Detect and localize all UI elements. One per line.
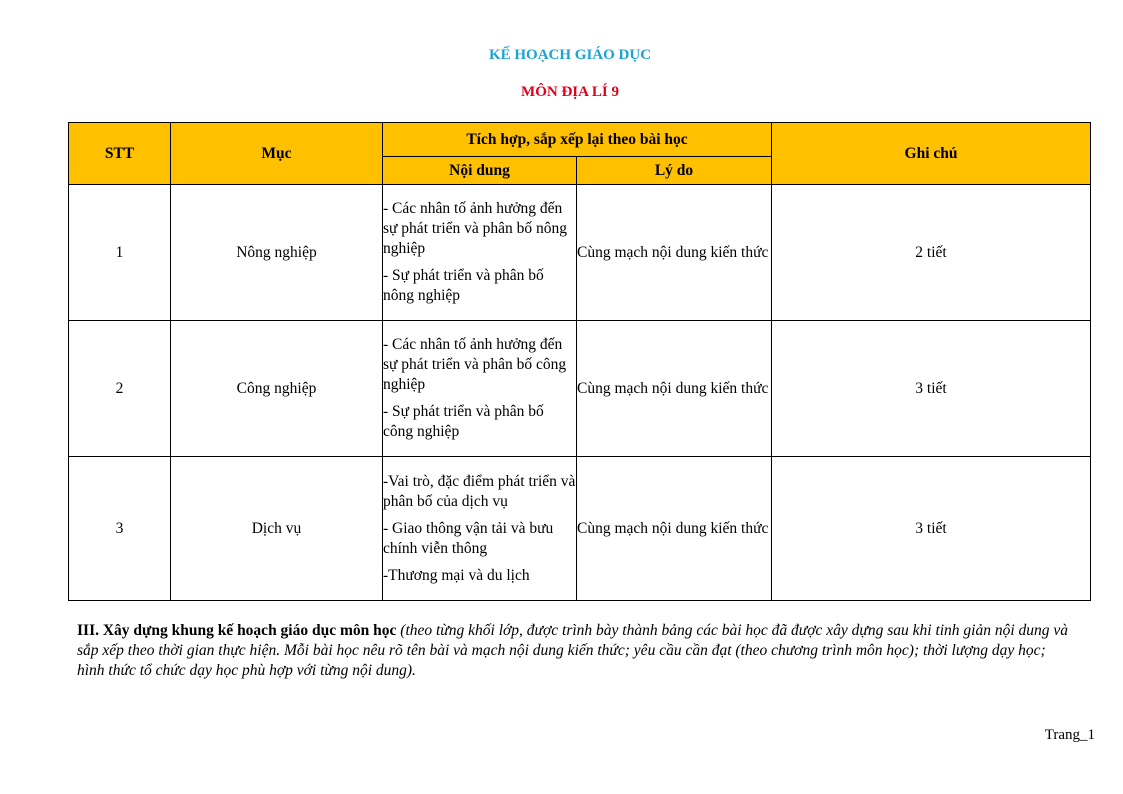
row-note: 2 tiết xyxy=(772,185,1091,321)
row-reason: Cùng mạch nội dung kiến thức xyxy=(577,321,772,457)
content-item: -Thương mại và du lịch xyxy=(383,566,530,584)
content-item: - Giao thông vận tải và bưu chính viễn thông xyxy=(383,519,554,557)
section-paragraph xyxy=(77,621,1077,681)
section-heading: III. Xây dựng khung kế hoạch giáo dục môn học xyxy=(77,622,397,639)
page-number: Trang_1 xyxy=(1044,727,1095,743)
row-content xyxy=(383,321,577,457)
table-row xyxy=(69,185,1091,321)
header-lydo: Lý do xyxy=(577,157,772,185)
header-noidung: Nội dung xyxy=(383,157,577,185)
header-muc: Mục xyxy=(171,123,383,185)
header-integration-group: Tích hợp, sắp xếp lại theo bài học xyxy=(383,123,772,157)
table-header-row xyxy=(69,123,1091,157)
row-muc: Nông nghiệp xyxy=(171,185,383,321)
section-description: (theo từng khối lớp, được trình bày thành bảng các bài học đã được xây dựng sau khi tinh giản nội dung và sắp xếp theo thời gian thực hiện. Mỗi bài học nêu rõ tên bài và mạch nội dung kiến thức; yêu cầu cần đạt (theo chương trình môn học); thời lượng dạy học; hình thức tổ chức dạy học phù hợp với từng nội dung). xyxy=(77,622,1069,679)
row-content xyxy=(383,457,577,601)
header-stt: STT xyxy=(69,123,171,185)
row-content xyxy=(383,185,577,321)
header-ghichu: Ghi chú xyxy=(772,123,1091,185)
content-item: -Vai trò, đặc điểm phát triển và phân bố của dịch vụ xyxy=(383,472,576,510)
content-item: - Sự phát triển và phân bố công nghiệp xyxy=(383,403,544,440)
row-note: 3 tiết xyxy=(772,457,1091,601)
row-note: 3 tiết xyxy=(772,321,1091,457)
row-stt: 3 xyxy=(69,457,171,601)
document-subtitle: MÔN ĐỊA LÍ 9 xyxy=(521,84,619,100)
row-stt: 2 xyxy=(69,321,171,457)
row-muc: Công nghiệp xyxy=(171,321,383,457)
content-item: - Sự phát triển và phân bố nông nghiệp xyxy=(383,267,544,304)
content-item: - Các nhân tố ảnh hưởng đến sự phát triển và phân bố nông nghiệp xyxy=(383,200,568,257)
row-reason: Cùng mạch nội dung kiến thức xyxy=(577,457,772,601)
plan-table xyxy=(68,122,1091,601)
content-item: - Các nhân tố ảnh hưởng đến sự phát triển và phân bố công nghiệp xyxy=(383,336,567,393)
table-row xyxy=(69,321,1091,457)
table-row xyxy=(69,457,1091,601)
document-title: KẾ HOẠCH GIÁO DỤC xyxy=(488,47,652,63)
row-reason: Cùng mạch nội dung kiến thức xyxy=(577,185,772,321)
row-muc: Dịch vụ xyxy=(171,457,383,601)
row-stt: 1 xyxy=(69,185,171,321)
